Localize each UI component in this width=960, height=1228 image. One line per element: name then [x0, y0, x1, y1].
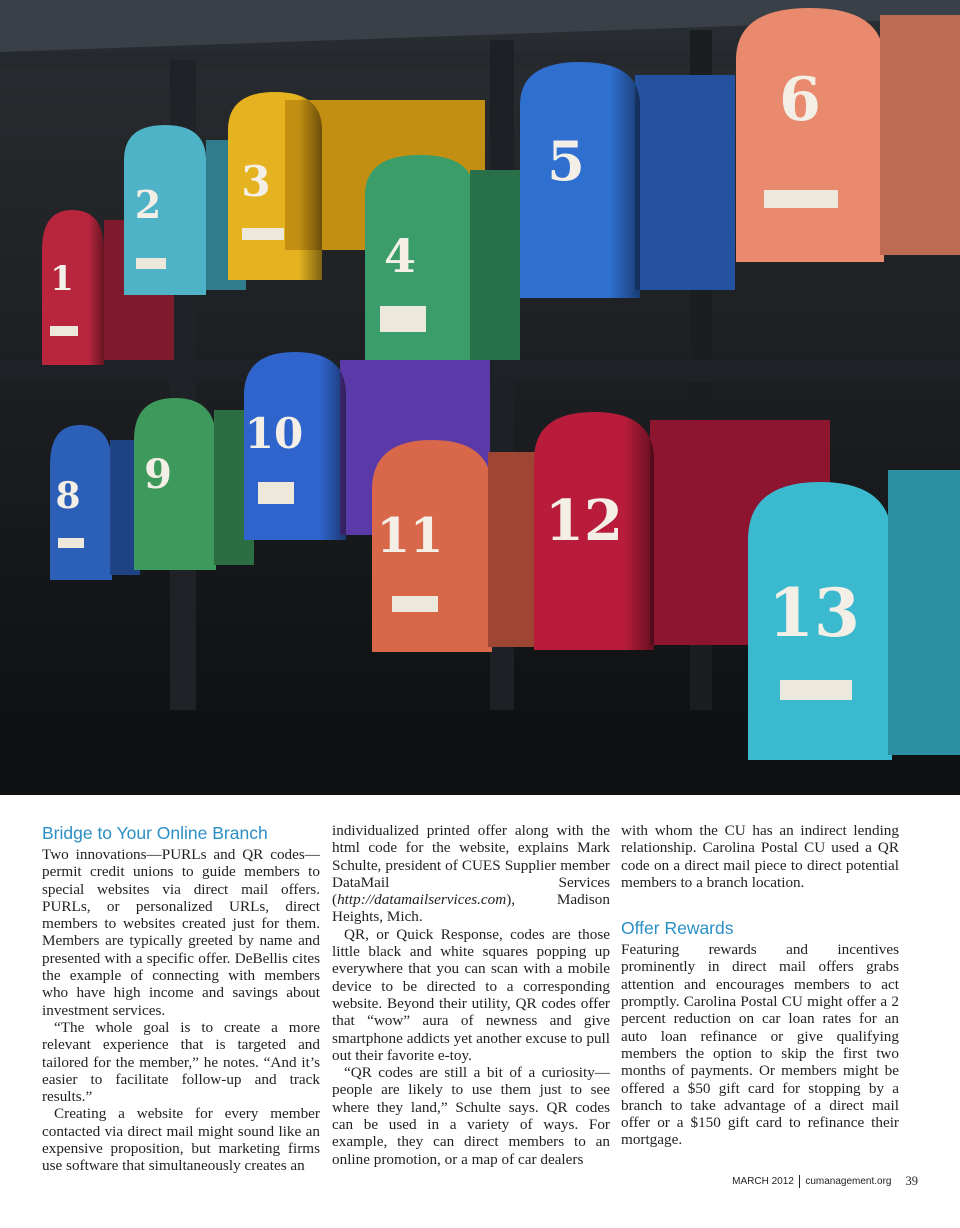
svg-text:1: 1 [50, 259, 74, 299]
svg-text:3: 3 [241, 157, 271, 206]
mailbox-11 [372, 440, 540, 652]
svg-text:12: 12 [545, 488, 623, 554]
mailbox-9 [134, 398, 254, 570]
svg-text:9: 9 [144, 451, 172, 498]
section-heading-offer-rewards: Offer Rewards [621, 918, 734, 939]
svg-text:10: 10 [244, 409, 304, 458]
datamail-link: http://datamailservices.com [337, 891, 507, 909]
svg-text:4: 4 [383, 229, 417, 283]
paragraph: “The whole goal is to create a more relevant experience that is targeted and tailored for the member,” he notes. “And it’s easier to facilitate follow-up and track results.” [42, 1018, 320, 1106]
svg-text:8: 8 [55, 475, 81, 517]
svg-text:2: 2 [134, 182, 162, 227]
svg-text:6: 6 [779, 65, 821, 135]
page-footer [732, 1174, 918, 1189]
paragraph: individualized printed offer along with the html code for the website, explains Mark Schulte, president of CUES Supplier member DataMail Services (http://datamailservices.com), Madison Heights, Mich. [332, 822, 610, 926]
mailbox-8 [50, 425, 140, 580]
article-column-2 [332, 822, 610, 1168]
mailbox-2 [124, 125, 246, 295]
mailbox-5 [520, 62, 735, 298]
svg-text:5: 5 [547, 129, 585, 193]
svg-text:11: 11 [376, 508, 444, 564]
paragraph: QR, or Quick Response, codes are those little black and white squares popping up everywhere that you can scan with a mobile device to be directed to a corresponding website. Beyond their utility, QR codes offer that “wow” aura of newness and give smartphone addicts yet another excuse to pull out their favorite e-toy. [332, 925, 610, 1064]
article-column-1 [42, 822, 320, 1175]
page-number: 39 [905, 1174, 918, 1188]
svg-text:13: 13 [768, 574, 860, 652]
site-name: cumanagement.org [805, 1176, 892, 1187]
paragraph: Featuring rewards and incentives prominently in direct mail offers grabs attention and encourages members to act promptly. Carolina Postal CU might offer a 2 percent reduction on car loan rates for an auto loan refinance or give qualifying members the option to skip the first two months of payments. Or members might be offered a $50 gift card for stopping by a branch to take advantage of a direct mail offer or a $150 gift card to refinance their mortgage. [621, 941, 899, 1149]
issue-date: MARCH 2012 [732, 1176, 794, 1187]
footer-divider [799, 1175, 801, 1188]
mailbox-4 [365, 155, 520, 370]
article-column-3 [621, 822, 899, 1149]
mailbox-6 [736, 8, 960, 262]
section-heading-bridge: Bridge to Your Online Branch [42, 823, 268, 843]
paragraph: Two innovations—PURLs and QR codes—permit credit unions to guide members to special websites via direct mail offers. PURLs, or personalized URLs, direct members to websites created just for them. Members are typically greeted by name and presented with a specific offer. DeBellis cites the example of connecting with members who have high income and savings about investment services. [42, 846, 320, 1019]
paragraph: Creating a website for every member contacted via direct mail might sound like an expensive proposition, but marketing firms use software that simultaneously creates an [42, 1105, 320, 1175]
paragraph: “QR codes are still a bit of a curiosity—people are likely to use them just to see where they land,” Schulte says. QR codes can be used in a variety of ways. For example, they can direct members to an online promotion, or a map of car dealers [332, 1064, 610, 1168]
mailbox-13 [748, 470, 960, 760]
paragraph: with whom the CU has an indirect lending relationship. Carolina Postal CU used a QR code on a direct mail piece to direct potential members to a branch location. [621, 822, 899, 891]
